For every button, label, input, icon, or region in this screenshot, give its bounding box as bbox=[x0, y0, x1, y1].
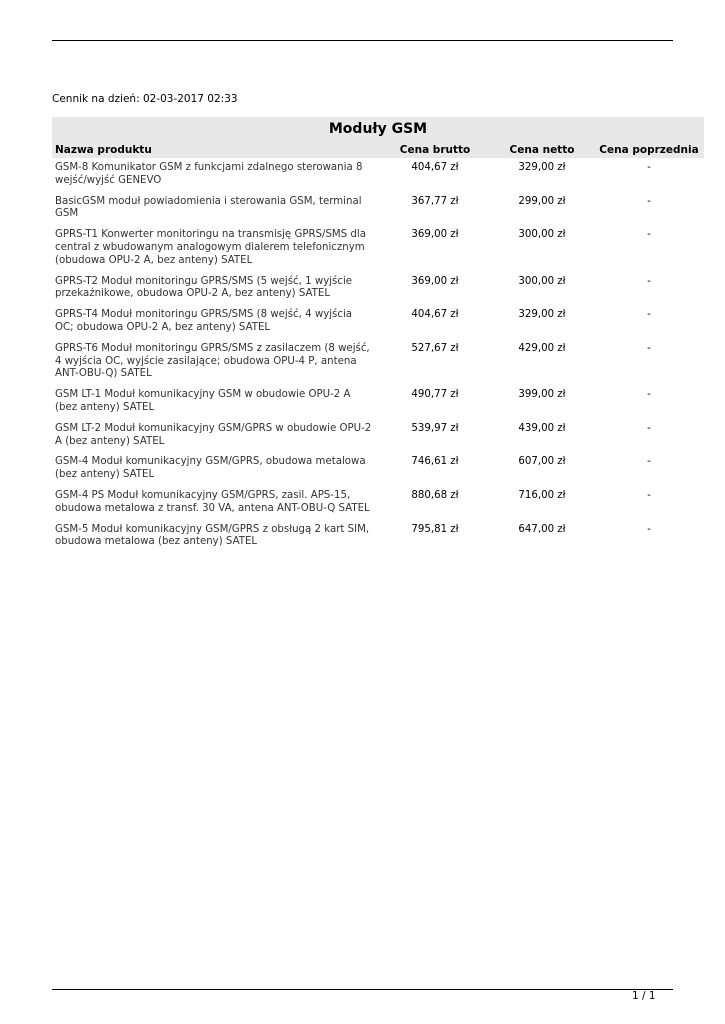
product-name: GSM-4 Moduł komunikacyjny GSM/GPRS, obudowa metalowa (bez anteny) SATEL bbox=[55, 456, 366, 481]
price-list-date: Cennik na dzień: 02-03-2017 02:33 bbox=[52, 93, 238, 105]
net-price: 647,00 zł bbox=[518, 523, 566, 535]
table-row bbox=[52, 419, 704, 453]
net-price: 429,00 zł bbox=[518, 342, 566, 354]
net-price: 329,00 zł bbox=[518, 309, 566, 321]
gross-price: 539,97 zł bbox=[411, 422, 459, 434]
net-price: 300,00 zł bbox=[518, 229, 566, 241]
product-name: GSM LT-1 Moduł komunikacyjny GSM w obudowie OPU-2 A (bez anteny) SATEL bbox=[55, 389, 351, 413]
gross-price: 404,67 zł bbox=[411, 162, 459, 173]
previous-price: - bbox=[647, 422, 651, 434]
previous-price: - bbox=[647, 309, 651, 321]
gross-price: 369,00 zł bbox=[411, 229, 459, 241]
previous-price: - bbox=[647, 389, 651, 401]
previous-price: - bbox=[647, 275, 651, 287]
net-price: 329,00 zł bbox=[518, 162, 566, 173]
previous-price: - bbox=[647, 195, 651, 207]
gross-price: 746,61 zł bbox=[411, 456, 459, 468]
gross-price: 880,68 zł bbox=[411, 489, 459, 501]
previous-price: - bbox=[647, 456, 651, 468]
net-price: 299,00 zł bbox=[518, 195, 566, 207]
table-row bbox=[52, 520, 704, 554]
table-row bbox=[52, 158, 704, 192]
previous-price: - bbox=[647, 229, 651, 241]
table-row bbox=[52, 452, 704, 486]
price-table bbox=[52, 141, 704, 553]
column-header-name: Nazwa produktu bbox=[55, 143, 152, 156]
gross-price: 795,81 zł bbox=[411, 523, 459, 535]
page-number: 1 / 1 bbox=[632, 990, 656, 1002]
product-name: GPRS-T2 Moduł monitoringu GPRS/SMS (5 wejść, 1 wyjście przekaźnikowe, obudowa OPU-2 A, bez anteny) SATEL bbox=[55, 275, 353, 300]
product-name: BasicGSM moduł powiadomienia i sterowania GSM, terminal GSM bbox=[55, 195, 362, 220]
gross-price: 404,67 zł bbox=[411, 309, 459, 321]
product-name: GSM-5 Moduł komunikacyjny GSM/GPRS z obsługą 2 kart SIM, obudowa metalowa (bez anteny) SATEL bbox=[55, 523, 370, 548]
header-rule bbox=[52, 40, 673, 41]
table-row bbox=[52, 305, 704, 339]
net-price: 607,00 zł bbox=[518, 456, 566, 468]
product-name: GSM-4 PS Moduł komunikacyjny GSM/GPRS, zasil. APS-15, obudowa metalowa z transf. 30 VA, antena ANT-OBU-Q SATEL bbox=[55, 489, 370, 514]
previous-price: - bbox=[647, 342, 651, 354]
table-row bbox=[52, 192, 704, 226]
product-name: GPRS-T6 Moduł monitoringu GPRS/SMS z zasilaczem (8 wejść, 4 wyjścia OC, wyjście zasilające; obudowa OPU-4 P, antena ANT-OBU-Q) SATEL bbox=[55, 342, 370, 380]
table-row bbox=[52, 225, 704, 271]
gross-price: 367,77 zł bbox=[411, 195, 459, 207]
gross-price: 527,67 zł bbox=[411, 342, 459, 354]
net-price: 399,00 zł bbox=[518, 389, 566, 401]
table-row bbox=[52, 486, 704, 520]
table-row bbox=[52, 385, 704, 419]
column-header-previous-price: Cena poprzednia bbox=[599, 143, 699, 156]
gross-price: 490,77 zł bbox=[411, 389, 459, 401]
previous-price: - bbox=[647, 523, 651, 535]
column-header-net-price: Cena netto bbox=[509, 143, 575, 156]
net-price: 716,00 zł bbox=[518, 489, 566, 501]
gross-price: 369,00 zł bbox=[411, 275, 459, 287]
table-row bbox=[52, 339, 704, 385]
product-name: GSM LT-2 Moduł komunikacyjny GSM/GPRS w obudowie OPU-2 A (bez anteny) SATEL bbox=[55, 422, 372, 447]
column-header-gross-price: Cena brutto bbox=[399, 143, 471, 156]
product-name: GPRS-T4 Moduł monitoringu GPRS/SMS (8 wejść, 4 wyjścia OC; obudowa OPU-2 A, bez anteny) SATEL bbox=[55, 309, 353, 333]
net-price: 439,00 zł bbox=[518, 422, 566, 434]
previous-price: - bbox=[647, 162, 651, 173]
price-table-section bbox=[52, 117, 704, 553]
previous-price: - bbox=[647, 489, 651, 501]
product-name: GPRS-T1 Konwerter monitoringu na transmisję GPRS/SMS dla central z wbudowanym analogowym dialerem telefonicznym (obudowa OPU-2 A, bez anteny) SATEL bbox=[55, 229, 366, 266]
net-price: 300,00 zł bbox=[518, 275, 566, 287]
table-row bbox=[52, 272, 704, 306]
section-title: Moduły GSM bbox=[52, 117, 704, 141]
footer-rule bbox=[52, 989, 673, 990]
table-header-row bbox=[52, 141, 704, 158]
product-name: GSM-8 Komunikator GSM z funkcjami zdalnego sterowania 8 wejść/wyjść GENEVO bbox=[55, 162, 363, 186]
